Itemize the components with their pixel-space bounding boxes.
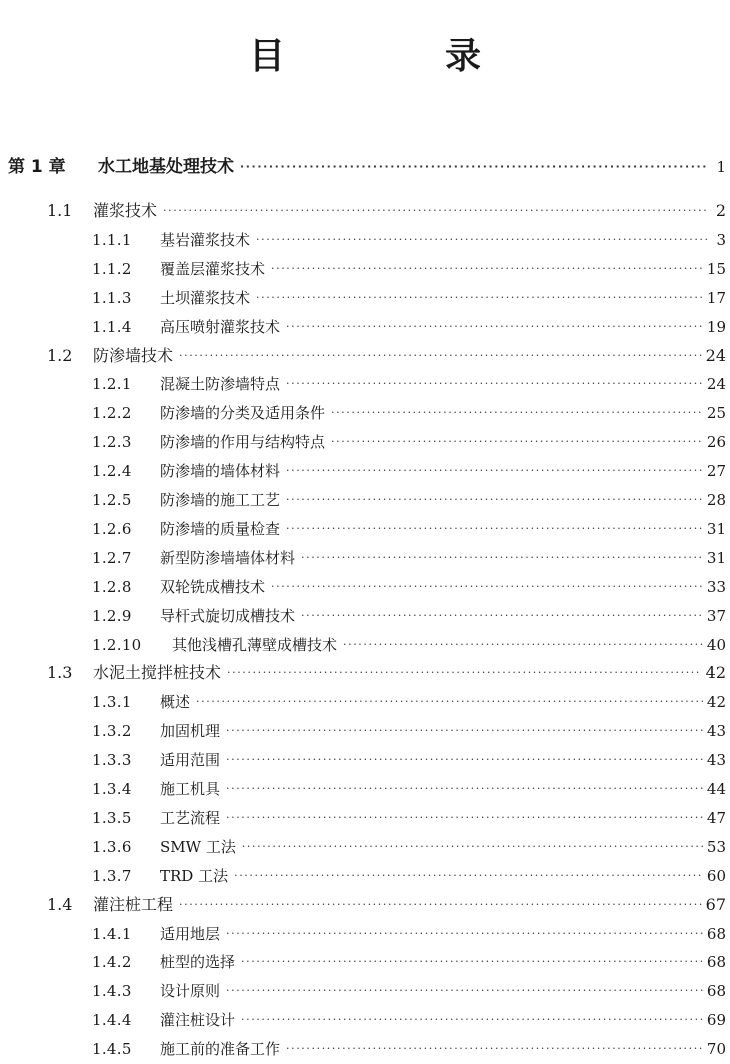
toc-page-number: 24: [705, 345, 726, 365]
toc-page-number: 31: [706, 519, 726, 538]
toc-number: 第 1 章: [8, 157, 66, 177]
toc-subsection-entry: [92, 228, 726, 252]
toc-number: 1.3.2: [92, 722, 132, 741]
dot-leader: [226, 748, 703, 772]
toc-page-number: 28: [706, 491, 726, 509]
toc-number: 1.2.9: [92, 606, 132, 625]
toc-number: 1.1.4: [92, 317, 132, 336]
toc-title: 工艺流程: [160, 808, 221, 827]
toc-page-number: 43: [706, 751, 726, 770]
toc-title: 概述: [160, 693, 191, 712]
dot-leader: [163, 199, 708, 223]
toc-subsection-entry: [92, 633, 726, 657]
toc-number: 1.1.1: [92, 230, 132, 249]
toc-subsection-entry: [92, 430, 726, 454]
toc-title: 其他浅槽孔薄壁成槽技术: [172, 635, 338, 654]
toc-subsection-entry: [92, 690, 726, 714]
toc-number: 1.2.6: [92, 519, 132, 538]
dot-leader: [256, 228, 708, 252]
toc-number: 1.3.4: [92, 780, 132, 798]
toc-title: 加固机理: [160, 722, 221, 741]
toc-page-number: 67: [705, 894, 726, 914]
toc-subsection-entry: [92, 401, 726, 425]
toc-subsection-entry: [92, 950, 726, 974]
dot-leader: [234, 864, 703, 888]
toc-page-number: 60: [706, 866, 726, 885]
toc-title: 设计原则: [160, 982, 221, 1001]
toc-title: 防渗墙技术: [93, 345, 174, 365]
toc-number: 1.2: [47, 345, 73, 365]
toc-page-number: 3: [716, 230, 726, 249]
toc-title: 适用地层: [160, 924, 221, 943]
toc-page-number: 17: [706, 288, 726, 307]
dot-leader: [242, 835, 703, 859]
toc-subsection-entry: [92, 546, 726, 570]
toc-subsection-entry: [92, 575, 726, 599]
toc-page-number: 33: [706, 577, 726, 596]
toc-title: 双轮铣成槽技术: [160, 577, 266, 596]
toc-title: 高压喷射灌浆技术: [160, 317, 281, 336]
toc-title: 新型防渗墙墙体材料: [160, 548, 296, 567]
toc-page-number: 42: [705, 663, 726, 683]
toc-number: 1.4.1: [92, 924, 132, 943]
toc-number: 1.2.1: [92, 375, 132, 394]
dot-leader: [226, 922, 703, 946]
toc-subsection-entry: [92, 459, 726, 483]
toc-subsection-entry: [92, 372, 726, 396]
toc-subsection-entry: [92, 922, 726, 946]
dot-leader: [179, 344, 702, 368]
dot-leader: [286, 1037, 703, 1061]
toc-title: 土坝灌浆技术: [160, 288, 251, 307]
toc-subsection-entry: [92, 1008, 726, 1032]
toc-subsection-entry: [92, 315, 726, 339]
toc-title: 水泥土搅拌桩技术: [93, 663, 222, 683]
toc-subsection-entry: [92, 257, 726, 281]
toc-number: 1.1.3: [92, 288, 132, 307]
toc-title: 施工前的准备工作: [160, 1040, 281, 1059]
dot-leader: [227, 661, 702, 685]
toc-subsection-entry: [92, 719, 726, 743]
toc-page-number: 68: [706, 924, 726, 943]
dot-leader: [226, 979, 703, 1003]
toc-subsection-entry: [92, 864, 726, 888]
toc-number: 1.4.5: [92, 1040, 132, 1059]
toc-page-number: 2: [715, 201, 726, 220]
toc-number: 1.4.3: [92, 982, 132, 1001]
dot-leader: [286, 459, 703, 483]
dot-leader: [196, 690, 703, 714]
dot-leader: [179, 893, 702, 917]
toc-subsection-entry: [92, 777, 726, 801]
toc-title: 灌浆技术: [93, 201, 158, 220]
toc-section-entry: [47, 344, 726, 368]
toc-subsection-entry: [92, 748, 726, 772]
toc-page-number: 53: [706, 837, 726, 856]
toc-page-number: 43: [706, 722, 726, 741]
toc-number: 1.3.1: [92, 693, 132, 712]
toc-title: 防渗墙的分类及适用条件: [160, 404, 326, 423]
toc-number: 1.2.8: [92, 577, 132, 596]
toc-title: 导杆式旋切成槽技术: [160, 606, 296, 625]
toc-number: 1.2.2: [92, 404, 132, 423]
dot-leader: [240, 155, 708, 179]
toc-title: 混凝土防渗墙特点: [160, 375, 281, 394]
toc-page-number: 1: [716, 158, 726, 176]
toc-page-number: 27: [706, 462, 726, 481]
toc-title: 防渗墙的施工工艺: [160, 491, 281, 509]
dot-leader: [286, 517, 703, 541]
dot-leader: [241, 1008, 703, 1032]
dot-leader: [286, 372, 703, 396]
dot-leader: [226, 777, 703, 801]
toc-number: 1.3.6: [92, 837, 132, 856]
toc-page-number: 47: [706, 808, 726, 827]
toc-title: 覆盖层灌浆技术: [160, 259, 266, 278]
toc-number: 1.4.2: [92, 953, 132, 972]
toc-title: 基岩灌浆技术: [160, 230, 251, 249]
toc-section-entry: [47, 661, 726, 685]
toc-page-number: 40: [706, 635, 726, 654]
toc-title: 施工机具: [160, 780, 221, 798]
toc-subsection-entry: [92, 488, 726, 512]
toc-number: 1.2.3: [92, 433, 132, 452]
toc-number: 1.2.5: [92, 491, 132, 509]
toc-subsection-entry: [92, 979, 726, 1003]
toc-number: 1.1: [47, 201, 73, 220]
toc-page-number: 26: [706, 433, 726, 452]
dot-leader: [241, 950, 703, 974]
toc-page-number: 31: [706, 548, 726, 567]
toc-title: 灌注桩工程: [93, 894, 174, 914]
toc-title: 适用范围: [160, 751, 221, 770]
dot-leader: [286, 315, 703, 339]
dot-leader: [226, 719, 703, 743]
toc-title: 防渗墙的质量检查: [160, 519, 281, 538]
dot-leader: [301, 546, 703, 570]
toc-title: 防渗墙的墙体材料: [160, 462, 281, 481]
toc-title: SMW 工法: [160, 837, 236, 856]
toc-title: 防渗墙的作用与结构特点: [160, 433, 326, 452]
toc-title: 水工地基处理技术: [98, 157, 234, 177]
toc-number: 1.3: [47, 663, 73, 683]
toc-section-entry: [47, 893, 726, 917]
toc-page-number: 24: [706, 375, 726, 394]
dot-leader: [301, 604, 703, 628]
dot-leader: [226, 806, 703, 830]
toc-number: 1.3.7: [92, 866, 132, 885]
dot-leader: [271, 575, 703, 599]
toc-number: 1.4.4: [92, 1011, 132, 1030]
toc-number: 1.2.10: [92, 635, 142, 654]
toc-page-number: 25: [706, 404, 726, 423]
toc-page-number: 19: [706, 317, 726, 336]
toc-page-number: 42: [706, 693, 726, 712]
toc-number: 1.4: [47, 894, 73, 914]
toc-subsection-entry: [92, 835, 726, 859]
toc-title: 灌注桩设计: [160, 1011, 236, 1030]
toc-title: 桩型的选择: [160, 953, 236, 972]
dot-leader: [343, 633, 703, 657]
dot-leader: [271, 257, 703, 281]
toc-section-entry: [47, 199, 726, 223]
toc-title: TRD 工法: [160, 866, 229, 885]
toc-page-number: 37: [706, 606, 726, 625]
toc-subsection-entry: [92, 517, 726, 541]
toc-number: 1.3.5: [92, 808, 132, 827]
toc-page-number: 68: [706, 953, 726, 972]
toc-chapter-entry: [8, 155, 726, 179]
toc-subsection-entry: [92, 806, 726, 830]
toc-subsection-entry: [92, 286, 726, 310]
page-title: 目 录: [248, 35, 543, 77]
toc-page-number: 44: [706, 780, 726, 798]
dot-leader: [286, 488, 703, 512]
toc-page-number: 68: [706, 982, 726, 1001]
toc-number: 1.2.7: [92, 548, 132, 567]
dot-leader: [331, 430, 703, 454]
dot-leader: [331, 401, 703, 425]
toc-subsection-entry: [92, 1037, 726, 1061]
toc-number: 1.1.2: [92, 259, 132, 278]
toc-number: 1.2.4: [92, 462, 132, 481]
toc-page-number: 70: [706, 1040, 726, 1059]
toc-number: 1.3.3: [92, 751, 132, 770]
toc-page-number: 15: [706, 259, 726, 278]
toc-page-number: 69: [706, 1011, 726, 1030]
toc-subsection-entry: [92, 604, 726, 628]
dot-leader: [256, 286, 703, 310]
